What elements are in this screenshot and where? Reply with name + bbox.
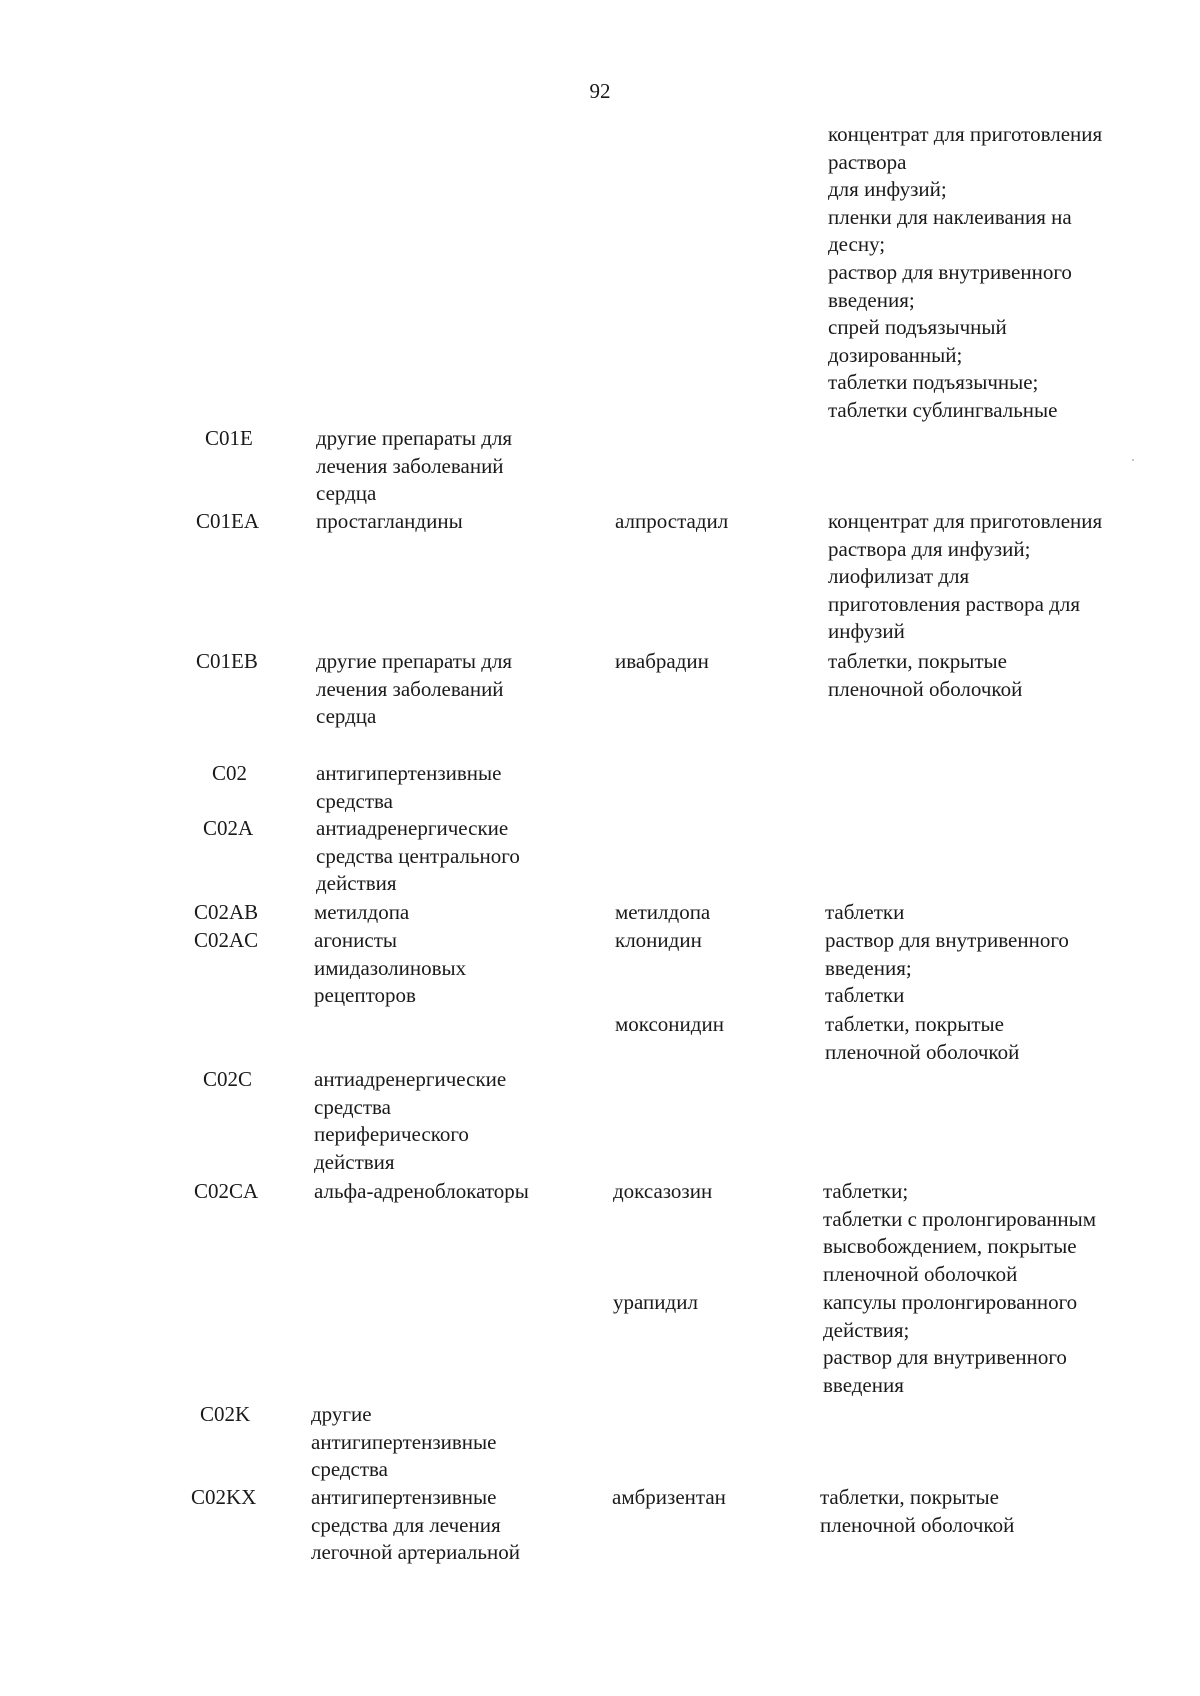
dosage-forms: капсулы пролонгированного действия; раствор для внутривенного введения	[823, 1290, 1078, 1397]
drug-name: метилдопа	[615, 900, 711, 924]
drug-name: клонидин	[615, 928, 702, 952]
atc-code: C02CA	[194, 1179, 259, 1203]
drug-name: доксазозин	[613, 1179, 713, 1203]
dosage-forms: таблетки; таблетки с пролонгированным высвобождением, покрытые пленочной оболочкой	[823, 1179, 1097, 1286]
dosage-forms: таблетки, покрытые пленочной оболочкой	[825, 1012, 1020, 1064]
atc-code: C02A	[203, 816, 254, 840]
atc-group: другие препараты для лечения заболеваний сердца	[316, 649, 513, 729]
dosage-forms: концентрат для приготовления раствора для инфузий; пленки для наклеивания на десну; раствор для внутривенного введения; спрей подъязычный дозированный; таблетки подъязычные; таблетки сублингвальные	[828, 122, 1103, 422]
dosage-forms: таблетки, покрытые пленочной оболочкой	[820, 1485, 1015, 1537]
atc-group: антиадренергические средства периферического действия	[314, 1067, 507, 1174]
dosage-forms: концентрат для приготовления раствора для инфузий; лиофилизат для приготовления раствора для инфузий	[828, 509, 1103, 644]
dosage-forms: таблетки, покрытые пленочной оболочкой	[828, 649, 1023, 701]
drug-name: амбризентан	[612, 1485, 726, 1509]
atc-group: антигипертензивные средства для лечения легочной артериальной	[311, 1485, 520, 1565]
atc-code: C02AC	[194, 928, 259, 952]
atc-code: C02	[212, 761, 248, 785]
atc-group: антиадренергические средства центрального действия	[316, 816, 520, 896]
atc-group: другие антигипертензивные средства	[311, 1402, 497, 1482]
atc-group: другие препараты для лечения заболеваний сердца	[316, 426, 513, 506]
atc-code: C01E	[205, 426, 253, 450]
atc-code: C02KX	[191, 1485, 257, 1509]
atc-group: альфа-адреноблокаторы	[314, 1179, 529, 1203]
page-number: 92	[589, 79, 611, 103]
atc-group: простагландины	[316, 509, 463, 533]
drug-name: моксонидин	[615, 1012, 724, 1036]
scan-speck	[1132, 459, 1134, 461]
drug-name: ивабрадин	[615, 649, 709, 673]
atc-code: C01EA	[196, 509, 259, 533]
atc-group: агонисты имидазолиновых рецепторов	[314, 928, 467, 1008]
atc-code: C02AB	[194, 900, 259, 924]
atc-code: C01EB	[196, 649, 258, 673]
atc-group: метилдопа	[314, 900, 410, 924]
atc-group: антигипертензивные средства	[316, 761, 502, 813]
dosage-forms: раствор для внутривенного введения; таблетки	[825, 928, 1069, 1008]
drug-name: урапидил	[613, 1290, 698, 1314]
drug-name: алпростадил	[615, 509, 729, 533]
atc-code: C02K	[200, 1402, 251, 1426]
atc-code: C02C	[203, 1067, 253, 1091]
dosage-forms: таблетки	[825, 900, 905, 924]
